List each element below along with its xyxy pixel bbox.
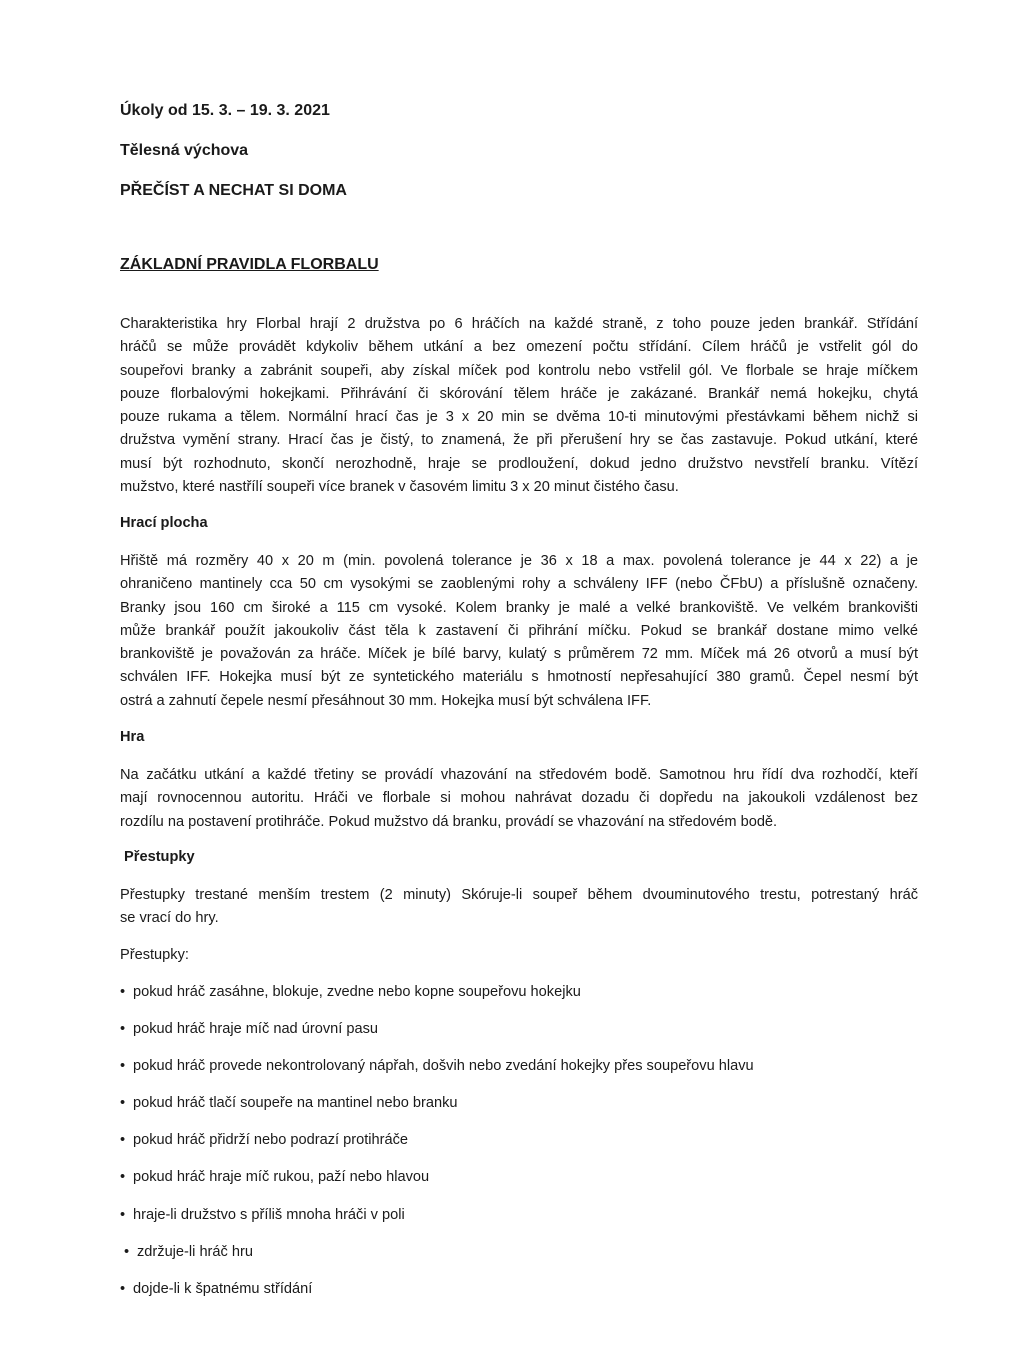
list-item: • pokud hráč provede nekontrolovaný nápřah, došvih nebo zvedání hokejky přes soupeřovu hlavu xyxy=(120,1058,754,1074)
bullet-icon: • xyxy=(120,1095,126,1111)
bullet-icon: • xyxy=(120,1281,126,1297)
paragraph-line: schválen IFF. Hokejka musí být ze syntetického materiálu s hmotností nepřesahující 380 gramů. Čepel nesmí být xyxy=(120,669,918,686)
bullet-icon: • xyxy=(120,1207,126,1223)
paragraph-line: Charakteristika hry Florbal hrají 2 družstva po 6 hráčích na každé straně, z toho pouze jeden brankář. Střídání xyxy=(120,316,918,332)
bullet-icon: • xyxy=(120,1132,126,1148)
offenses-paragraph xyxy=(120,884,918,931)
paragraph-line: může brankář použít jakoukoliv část těla k zastavení či přihrání míčku. Pokud se brankář dostane mimo velké xyxy=(120,622,918,639)
document-title: ZÁKLADNÍ PRAVIDLA FLORBALU xyxy=(120,256,379,273)
paragraph-line: pouze rukama a tělem. Normální hrací čas je 3 x 20 min se dvěma 10-ti minutovými přestávkami během nichž si xyxy=(120,409,918,426)
paragraph-line: mají rovnocennou autoritu. Hráči ve florbale si mohou nahrávat dozadu či dopředu na jakoukoli vzdálenost bez xyxy=(120,790,918,807)
list-item: • pokud hráč tlačí soupeře na mantinel nebo branku xyxy=(120,1095,458,1111)
bullet-icon: • xyxy=(120,1058,126,1074)
paragraph-line: pouze florbalovými hokejkami. Přihrávání či skórování tělem hráče je zakázané. Brankář nemá hokejku, chytá xyxy=(120,385,918,402)
instruction-heading: PŘEČÍST A NECHAT SI DOMA xyxy=(120,182,347,199)
paragraph-line: musí být rozhodnuto, skončí nerozhodně, hraje se prodloužení, dokud jedno družstvo nevstřelí branku. Vítězí xyxy=(120,455,918,472)
subject-heading: Tělesná výchova xyxy=(120,142,249,159)
paragraph-line: družstva vymění strany. Hrací čas je čistý, to znamená, že při přerušení hry se čas zastavuje. Pokud utkání, které xyxy=(120,432,918,449)
list-item: • hraje-li družstvo s příliš mnoha hráči v poli xyxy=(120,1207,405,1223)
paragraph-line: rozdílu na postavení protihráče. Pokud mužstvo dá branku, provádí se vhazování na středovém bodě. xyxy=(120,813,778,830)
list-item: • pokud hráč zasáhne, blokuje, zvedne nebo kopne soupeřovu hokejku xyxy=(120,984,581,1000)
game-paragraph xyxy=(120,764,918,834)
date-range-heading: Úkoly od 15. 3. – 19. 3. 2021 xyxy=(120,102,330,119)
paragraph-line: Přestupky trestané menším trestem (2 minuty) Skóruje-li soupeř během dvouminutového trestu, potrestaný hráč xyxy=(120,887,918,903)
intro-paragraph xyxy=(120,313,918,499)
paragraph-line: hráčů se může provádět kdykoliv během utkání a bez omezení počtu střídání. Cílem hráčů je vstřelit gól do xyxy=(120,339,918,356)
list-item: • pokud hráč přidrží nebo podrazí protihráče xyxy=(120,1132,409,1148)
paragraph-line: mužstvo, které nastřílí soupeři více branek v časovém limitu 3 x 20 minut čistého času. xyxy=(120,479,679,496)
paragraph-line: ohraničeno mantinely cca 50 cm vysokými se zaoblenými rohy a schváleny IFF (nebo ČFbU) a příslušně označeny. xyxy=(120,576,918,593)
paragraph-line: Na začátku utkání a každé třetiny se provádí vhazování na středovém bodě. Samotnou hru řídí dva rozhodčí, kteří xyxy=(120,767,918,783)
offenses-list-label: Přestupky: xyxy=(120,947,189,963)
section-heading-game: Hra xyxy=(120,729,145,745)
bullet-icon: • xyxy=(120,1021,126,1037)
paragraph-line: se vrací do hry. xyxy=(120,910,219,927)
list-item: • pokud hráč hraje míč nad úrovní pasu xyxy=(120,1021,378,1037)
paragraph-line: ostrá a zahnutí čepele nesmí přesáhnout 30 mm. Hokejka musí být schválena IFF. xyxy=(120,692,652,709)
bullet-icon: • xyxy=(120,984,126,1000)
section-heading-offenses: Přestupky xyxy=(120,849,195,865)
bullet-icon: • xyxy=(124,1244,130,1260)
list-item: • zdržuje-li hráč hru xyxy=(124,1244,253,1260)
paragraph-line: brankoviště je považován za hráče. Míček je bílé barvy, kulatý s průměrem 72 mm. Míček má 26 otvorů a musí být xyxy=(120,646,918,663)
bullet-icon: • xyxy=(120,1169,126,1185)
section-heading-playing-area: Hrací plocha xyxy=(120,515,208,531)
list-item: • pokud hráč hraje míč rukou, paží nebo hlavou xyxy=(120,1169,430,1185)
paragraph-line: soupeřovi branky a zabránit soupeři, aby získal míček pod kontrolu nebo vstřelil gól. Ve florbale se hraje míčkem xyxy=(120,362,918,379)
paragraph-line: Hřiště má rozměry 40 x 20 m (min. povolená tolerance je 36 x 18 a max. povolená tolerance je 44 x 22) a je xyxy=(120,553,918,569)
paragraph-line: Branky jsou 160 cm široké a 115 cm vysoké. Kolem branky je malé a velké brankoviště. Ve velkém brankovišti xyxy=(120,599,918,616)
playing-area-paragraph xyxy=(120,550,918,713)
list-item: • dojde-li k špatnému střídání xyxy=(120,1281,313,1297)
